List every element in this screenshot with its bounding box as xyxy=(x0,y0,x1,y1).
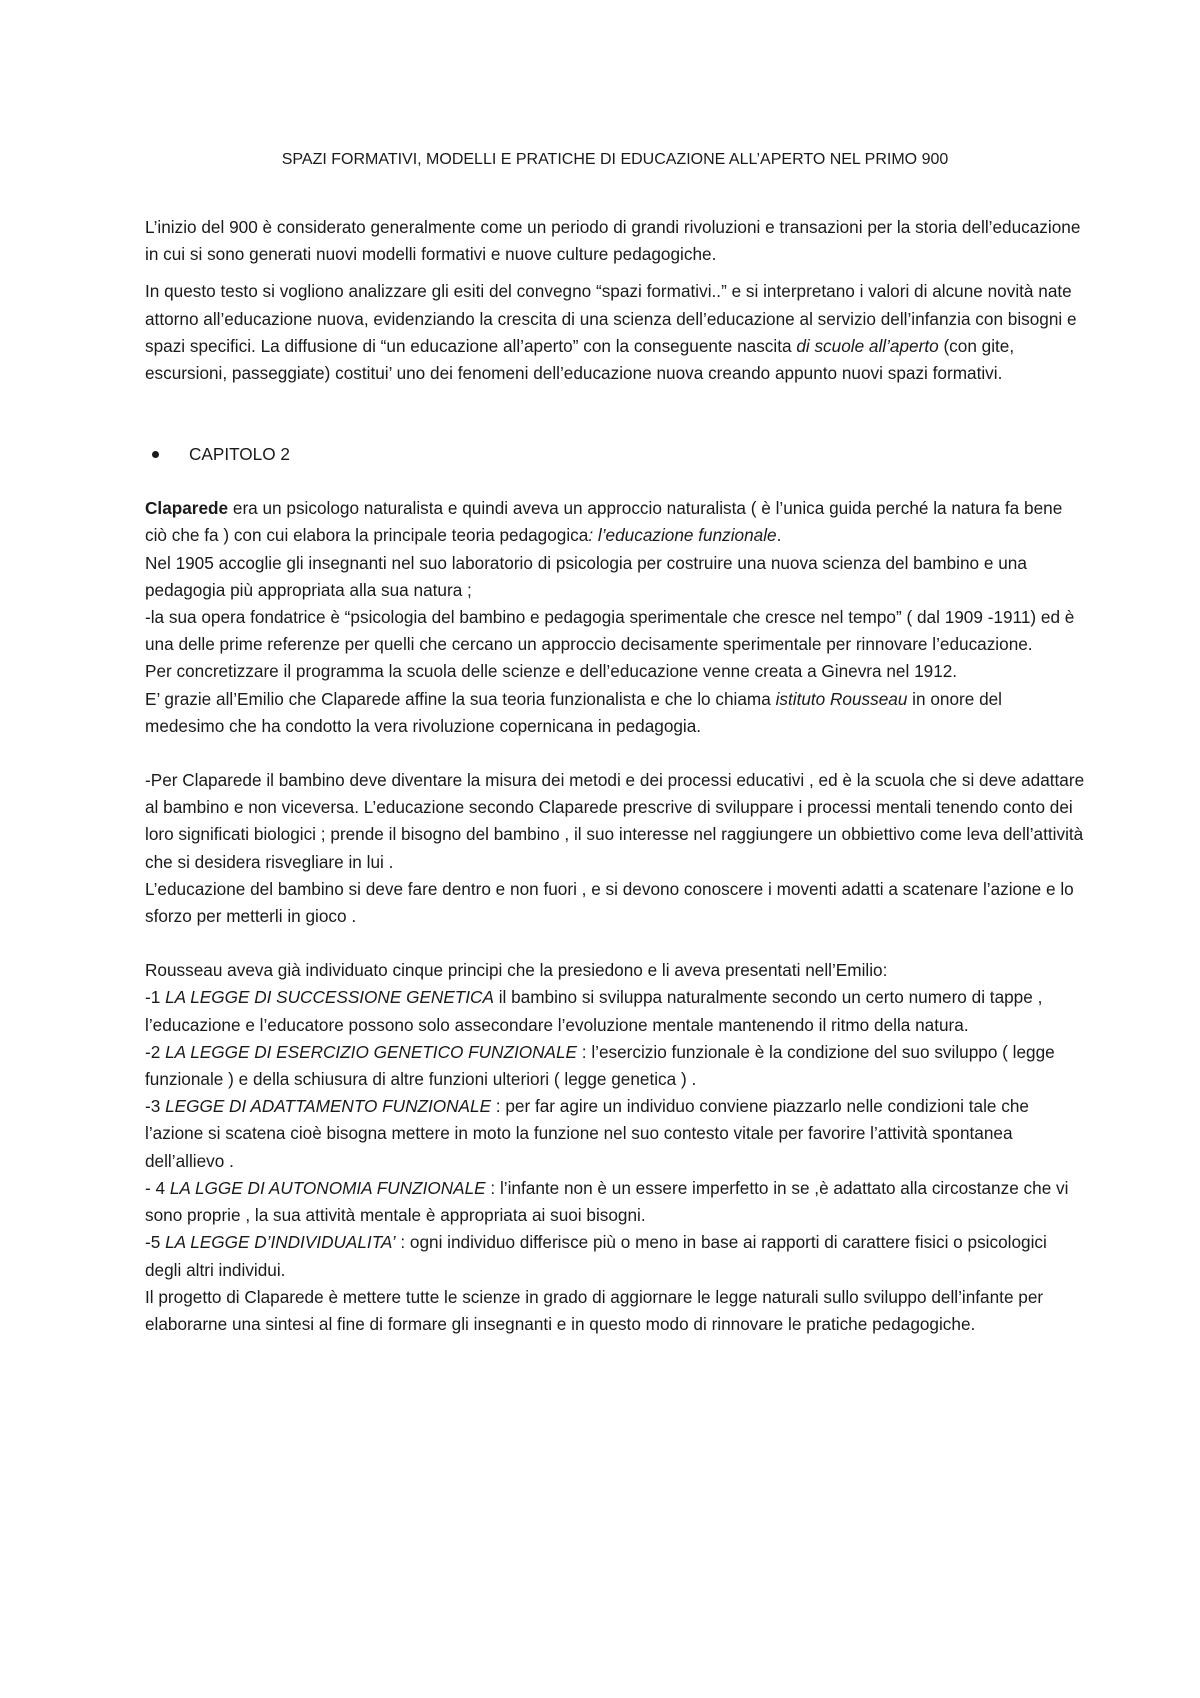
line-emilio xyxy=(145,686,1085,740)
claparede-italic-term: l’educazione funzionale xyxy=(597,525,777,546)
line-emilio-text-b: in onore del medesimo che ha condotto la vera rivoluzione copernicana in pedagogia. xyxy=(145,688,1003,736)
paragraph-dentro: L’educazione del bambino si deve fare dentro e non fuori , e si devono conoscere i moventi adatti a scatenare l’azione e lo sforzo per metterli in gioco . xyxy=(145,878,1074,927)
line-1905: Nel 1905 accoglie gli insegnanti nel suo laboratorio di psicologia per costruire una nuova scienza del bambino e una pedagogia più appropriata alla sua natura ; xyxy=(145,552,1027,600)
law-number: -3 xyxy=(145,1096,166,1117)
law-name: LEGGE DI ADATTAMENTO FUNZIONALE xyxy=(165,1096,492,1117)
line-emilio-text-a: E’ grazie all’Emilio che Claparede affine la sua teoria funzionalista e che lo chiama xyxy=(145,688,776,709)
law-text: : per far agire un individuo conviene piazzarlo nelle condizioni tale che l’azione si scatena cioè bisogna mettere in moto la funzione nel suo contesto vitale per favorire l’attività spontanea dell’allievo . xyxy=(145,1096,1029,1171)
chapter-heading-row xyxy=(152,441,1085,468)
conclusion-paragraph: Il progetto di Claparede è mettere tutte le scienze in grado di aggiornare le legge naturali sullo sviluppo dell’infante per elaborarne una sintesi al fine di formare gli insegnanti e in questo modo di rinnovare le pratiche pedagogiche. xyxy=(145,1286,1044,1334)
claparede-text: era un psicologo naturalista e quindi aveva un approccio naturalista ( è l’unica guida perché la natura fa bene ciò che fa ) con cui elabora la principale teoria pedagogica xyxy=(145,498,1063,546)
law-text: : ogni individuo differisce più o meno in base ai rapporti di carattere fisici o psicologici degli altri individui. xyxy=(145,1232,1047,1280)
law-name: LA LEGGE DI ESERCIZIO GENETICO FUNZIONALE xyxy=(165,1041,577,1062)
law-number: - 4 xyxy=(145,1177,170,1198)
line-emilio-italic: istituto Rousseau xyxy=(775,688,908,709)
law-item-2 xyxy=(145,1039,1085,1093)
law-number: -1 xyxy=(145,987,166,1008)
line-opera: -la sua opera fondatrice è “psicologia del bambino e pedagogia sperimentale che cresce nel tempo” ( dal 1909 -1911) ed è una delle prime referenze per quelli che cercano un approccio decisamente sperimentale per rinnovare l’educazione. xyxy=(145,607,1075,655)
claparede-paragraph xyxy=(145,495,1085,549)
intro-paragraph-1: L’inizio del 900 è considerato generalmente come un periodo di grandi rivoluzioni e transazioni per la storia dell’educazione in cui si sono generati nuovi modelli formativi e nuove culture pedagogiche. xyxy=(145,217,1081,265)
paragraph-misura: -Per Claparede il bambino deve diventare la misura dei metodi e dei processi educativi , ed è la scuola che si deve adattare al bambino e non viceversa. L’educazione secondo Claparede prescrive di sviluppare i processi mentali tenendo conto dei loro significati biologici ; prende il bisogno del bambino , il suo interesse nel raggiungere un obbiettivo come leva dell’attività che si desidera risvegliare in lui . xyxy=(145,770,1085,872)
law-number: -5 xyxy=(145,1232,166,1253)
intro-paragraph-2 xyxy=(145,278,1085,387)
law-item-5 xyxy=(145,1229,1085,1283)
intro-p2-text-b: (con gite, escursioni, passeggiate) costitui’ uno dei fenomeni dell’educazione nuova creando appunto nuovi spazi formativi. xyxy=(145,335,1015,384)
bullet-icon xyxy=(152,451,159,458)
document-body xyxy=(145,148,1085,1338)
law-text: il bambino si sviluppa naturalmente secondo un certo numero di tappe , l’educazione e l’educatore possono solo assecondare l’evoluzione mentale mantenendo il ritmo della natura. xyxy=(145,987,1043,1035)
law-text: : l’infante non è un essere imperfetto in se ,è adattato alla circostanze che vi sono proprie , la sua attività mentale è appropriata ai suoi bisogni. xyxy=(145,1177,1069,1226)
chapter-heading: CAPITOLO 2 xyxy=(189,444,290,465)
claparede-name: Claparede xyxy=(145,498,229,519)
intro-p2-text-a: In questo testo si vogliono analizzare gli esiti del convegno “spazi formativi..” e si interpretano i valori di alcune novità nate attorno all’educazione nuova, evidenziando la crescita di una scienza dell’educazione al servizio dell’infanzia con bisogni e spazi specifici. La diffusione di “un educazione all’aperto” con la conseguente nascita xyxy=(145,281,1077,356)
claparede-end: . xyxy=(776,525,782,546)
law-name: LA LEGGE D’INDIVIDUALITA’ xyxy=(165,1232,396,1253)
intro-p2-italic: di scuole all’aperto xyxy=(796,335,939,356)
law-name: LA LGGE DI AUTONOMIA FUNZIONALE xyxy=(169,1177,486,1198)
law-item-3 xyxy=(145,1093,1085,1175)
law-text: : l’esercizio funzionale è la condizione del suo sviluppo ( legge funzionale ) e della schiusura di altre funzioni ulteriori ( legge genetica ) . xyxy=(145,1041,1055,1090)
law-item-1 xyxy=(145,984,1085,1038)
law-name: LA LEGGE DI SUCCESSIONE GENETICA xyxy=(165,987,494,1008)
law-number: -2 xyxy=(145,1041,166,1062)
document-title: SPAZI FORMATIVI, MODELLI E PRATICHE DI EDUCAZIONE ALL’APERTO NEL PRIMO 900 xyxy=(281,151,949,168)
law-item-4 xyxy=(145,1175,1085,1229)
line-1912: Per concretizzare il programma la scuola delle scienze e dell’educazione venne creata a Ginevra nel 1912. xyxy=(145,661,958,682)
rousseau-intro: Rousseau aveva già individuato cinque principi che la presiedono e li aveva presentati nell’Emilio: xyxy=(145,960,888,981)
claparede-colon: : xyxy=(588,525,598,546)
